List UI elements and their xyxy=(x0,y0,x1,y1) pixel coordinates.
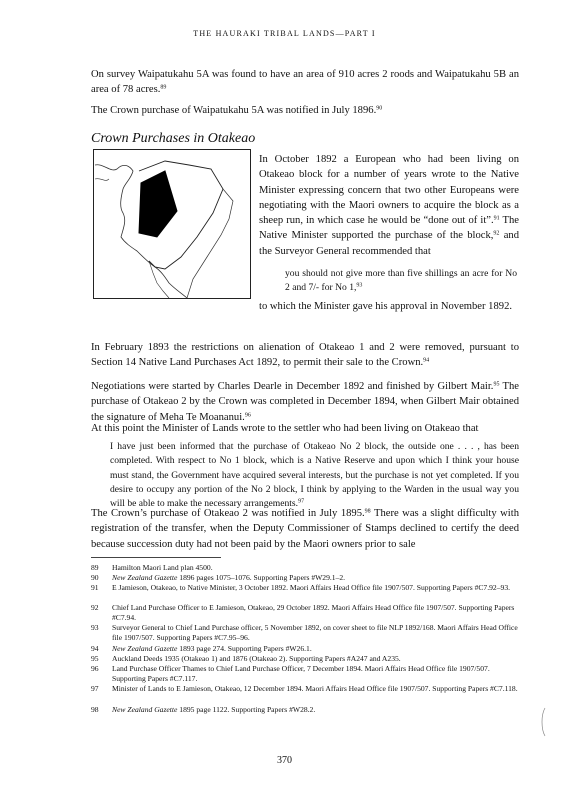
footnote-ref: 93 xyxy=(356,282,363,289)
footnote-ref: 89 xyxy=(160,84,167,91)
stream-line xyxy=(149,261,169,298)
footnote: 92 Chief Land Purchase Officer to E Jamieson, Otakeao, 29 October 1892. Maori Affairs Head Office file 1907/507. Supporting Papers #C7.94. xyxy=(91,603,515,622)
paragraph-negotiations: Negotiations were started by Charles Dearle in December 1892 and finished by Gilbert Mair.$^{95}$ The purchase of Otakeao 2 by the Crown was completed in December 1894, when Gilbert Mair obtained the signature of Meha Te Moananui.$^{96}$ xyxy=(91,381,519,423)
boundary-line xyxy=(187,189,233,298)
footnote-ref: 91 xyxy=(493,215,500,222)
paragraph-crown-purchase-otakeao-2: The Crown’s purchase of Otakeao 2 was notified in July 1895.98 There was a slight difficulty with registration of the transfer, when the Deputy Commissioner of Stamps declined to certify the deed because succession duty had not been paid by the Maori owners prior to sale xyxy=(91,508,519,550)
running-header: THE HAURAKI TRIBAL LANDS—PART I xyxy=(193,29,376,38)
footnote-divider xyxy=(91,557,221,558)
coast-detail xyxy=(95,179,109,181)
footnote-ref: 94 xyxy=(423,357,430,364)
footnote: 93 Surveyor General to Chief Land Purchase officer, 5 November 1892, on cover sheet to file NLP 1892/168. Maori Affairs Head Office file 1907/507. Supporting Papers #C7.95–96. xyxy=(91,623,518,642)
footnote: 96 Land Purchase Officer Thames to Chief Land Purchase Officer, 7 December 1894. Maori Affairs Head Office file 1907/507. Supporting Papers #C7.117. xyxy=(91,664,490,683)
footnote-ref: 98 xyxy=(364,508,371,515)
footnote: 91 E Jamieson, Otakeao, to Native Minister, 3 October 1892. Maori Affairs Head Office file 1907/507. Supporting Papers #C7.92–93. xyxy=(91,583,511,592)
paragraph-crown-purchase-notice: The Crown purchase of Waipatukahu 5A was notified in July 1896.90 xyxy=(91,105,383,116)
quote-minister-letter: I have just been informed that the purchase of Otakeao No 2 block, the outside one . . . , has been completed. With respect to No 1 block, which is a Native Reserve and upon which I think your house must stand, the Government have acquired several interests, but the purchase is not yet completed. If you desire to occupy any portion of the No 2 block, I think by applying to the Warden in the usual way you will be able to make the necessary arrangements.$^{97}$ xyxy=(110,441,519,510)
quote-surveyor-general: you should not give more than five shillings an acre for No 2 and 7/- for No 1,93 xyxy=(285,268,517,294)
otakeao-1-block xyxy=(139,171,177,237)
footnote: 90 New Zealand Gazette 1896 pages 1075–1076. Supporting Papers #W29.1–2. xyxy=(91,573,346,582)
footnote-ref: 96 xyxy=(244,412,251,419)
footnote: 89 Hamilton Maori Land plan 4500. xyxy=(91,563,213,572)
page-number: 370 xyxy=(277,755,292,766)
footnote-ref: 97 xyxy=(298,498,305,505)
footnote: 95 Auckland Deeds 1935 (Otakeao 1) and 1876 (Otakeao 2). Supporting Papers #A247 and A235. xyxy=(91,654,401,663)
otakeao-block-map xyxy=(93,149,251,299)
footnote-ref: 92 xyxy=(493,230,500,237)
paragraph-minister-of-lands: At this point the Minister of Lands wrote to the settler who had been living on Otakeao that xyxy=(91,423,479,434)
paragraph-october-1892: In October 1892 a European who had been living on Otakeao block for a number of years wrote to the Native Minister expressing concern that two other Europeans were negotiating with the Maori owners to acquire the block as a sheep run, in which case he would be “done out of it”.$^{91}$ The Native Minister supported the purchase of the block,$^{92}$ and the Surveyor General recommended that xyxy=(259,154,519,257)
paragraph-waipatukahu-area: On survey Waipatukahu 5A was found to have an area of 910 acres 2 roods and Waipatukahu 5B an area of 78 acres.$^{89}$ xyxy=(91,69,519,96)
paragraph-restrictions-removed: In February 1893 the restrictions on alienation of Otakeao 1 and 2 were removed, pursuant to Section 14 Native Land Purchases Act 1892, to permit their sale to the Crown.$^{94}$ xyxy=(91,342,519,369)
footnote-ref: 90 xyxy=(376,105,383,112)
footnote: 98 New Zealand Gazette 1895 page 1122. Supporting Papers #W28.2. xyxy=(91,705,316,714)
footnote-ref: 95 xyxy=(493,381,500,388)
paragraph-minister-approval: to which the Minister gave his approval in November 1892. xyxy=(259,301,513,312)
footnote: 94 New Zealand Gazette 1893 page 274. Supporting Papers #W26.1. xyxy=(91,644,312,653)
map-frame xyxy=(94,150,251,299)
margin-bracket-mark xyxy=(540,707,546,737)
footnote: 97 Minister of Lands to E Jamieson, Otakeao, 12 December 1894. Maori Affairs Head Office file 1907/507. Supporting Papers #C7.118. xyxy=(91,684,518,693)
section-heading: Crown Purchases in Otakeao xyxy=(91,131,256,146)
